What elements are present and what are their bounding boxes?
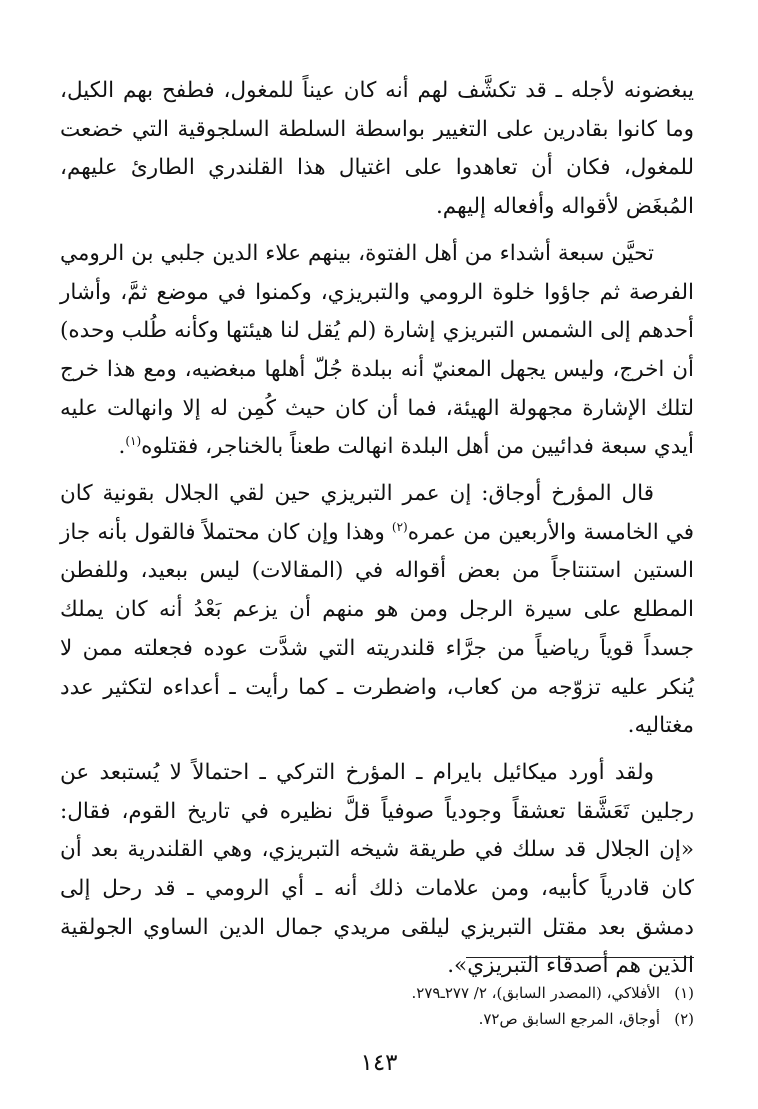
paragraph-1-text: يبغضونه لأجله ـ قد تكشَّف لهم أنه كان عيناً للمغول، فطفح بهم الكيل، وما كانوا بقادرين على التغيير بواسطة السلطة السلجوقية التي خضعت للمغول، فكان أن تعاهدوا على اغتيال هذا القلندري الطارئ عليهم، المُبغَض لأقواله وأفعاله إليهم. <box>60 78 694 220</box>
footnote-divider <box>466 957 694 958</box>
footnote-1-text: الأفلاكي، (المصدر السابق)، ٢/ ٢٧٧ـ٢٧٩. <box>411 984 660 1002</box>
paragraph-1 <box>60 72 694 227</box>
footnote-ref-2: (٢) <box>391 519 408 534</box>
paragraph-2-text: تحيَّن سبعة أشداء من أهل الفتوة، بينهم علاء الدين جلبي بن الرومي الفرصة ثم جاؤوا خلوة الرومي والتبريزي، وكمنوا في موضع ثمَّ، وأشار أحدهم إلى الشمس التبريزي إشارة (لم يُقل لنا هيئتها وكأنه طُلب وحده) أن اخرج، وليس يجهل المعنيّ أنه ببلدة جُلّ أهلها مبغضيه، ومع هذا خرج لتلك الإشارة مجهولة الهيئة، فما أن كان حيث كُمِن له إلا وانهالت عليه أيدي سبعة فدائيين من أهل البلدة انهالت طعناً بالخناجر، فقتلوه <box>60 240 694 460</box>
paragraph-3 <box>60 475 694 746</box>
footnote-2-number: (٢) <box>674 1010 694 1028</box>
paragraph-4 <box>60 754 694 986</box>
page-number: ١٤٣ <box>360 1050 398 1076</box>
paragraph-3-tail: وهذا وإن كان محتملاً فالقول بأنه جاز الستين استنتاجاً من بعض أقواله في (المقالات) ليس ببعيد، وللفطن المطلع على سيرة الرجل ومن هو منهم أن يزعم بَعْدُ أنه كان يملك جسداً قوياً رياضياً من جرَّاء قلندريته التي شدَّت عوده فجعلته ممن لا يُنكر عليه تزوّجه من كعاب، واضطرت ـ كما رأيت ـ أعداءه لتكثير عدد مغتاليه. <box>60 519 694 739</box>
paragraph-3-text: قال المؤرخ أوجاق: إن عمر التبريزي حين لقي الجلال بقونية كان في الخامسة والأربعين من عمره <box>60 481 694 545</box>
footnote-ref-1: (١) <box>125 434 142 449</box>
footnotes <box>60 980 694 1032</box>
footnote-2 <box>60 1006 694 1032</box>
footnote-2-text: أوجاق، المرجع السابق ص٧٢. <box>478 1010 660 1028</box>
footnote-1-number: (١) <box>674 984 694 1002</box>
footnote-1 <box>60 980 694 1006</box>
paragraph-2-tail: . <box>118 434 126 460</box>
body-text <box>60 72 694 986</box>
paragraph-2 <box>60 235 694 467</box>
paragraph-4-text: ولقد أورد ميكائيل بايرام ـ المؤرخ التركي ـ احتمالاً لا يُستبعد عن رجلين تَعَشَّقا تعشقاً وجودياً صوفياً قلَّ نظيره في تاريخ القوم، فقال: «إن الجلال قد سلك في طريقة شيخه التبريزي، وهي القلندرية بعد أن كان قادرياً كأبيه، ومن علامات ذلك أنه ـ أي الرومي ـ قد رحل إلى دمشق بعد مقتل التبريزي ليلقى مريدي جمال الدين الساوي الجولقية الذين هم أصدقاء التبريزي». <box>60 759 694 979</box>
